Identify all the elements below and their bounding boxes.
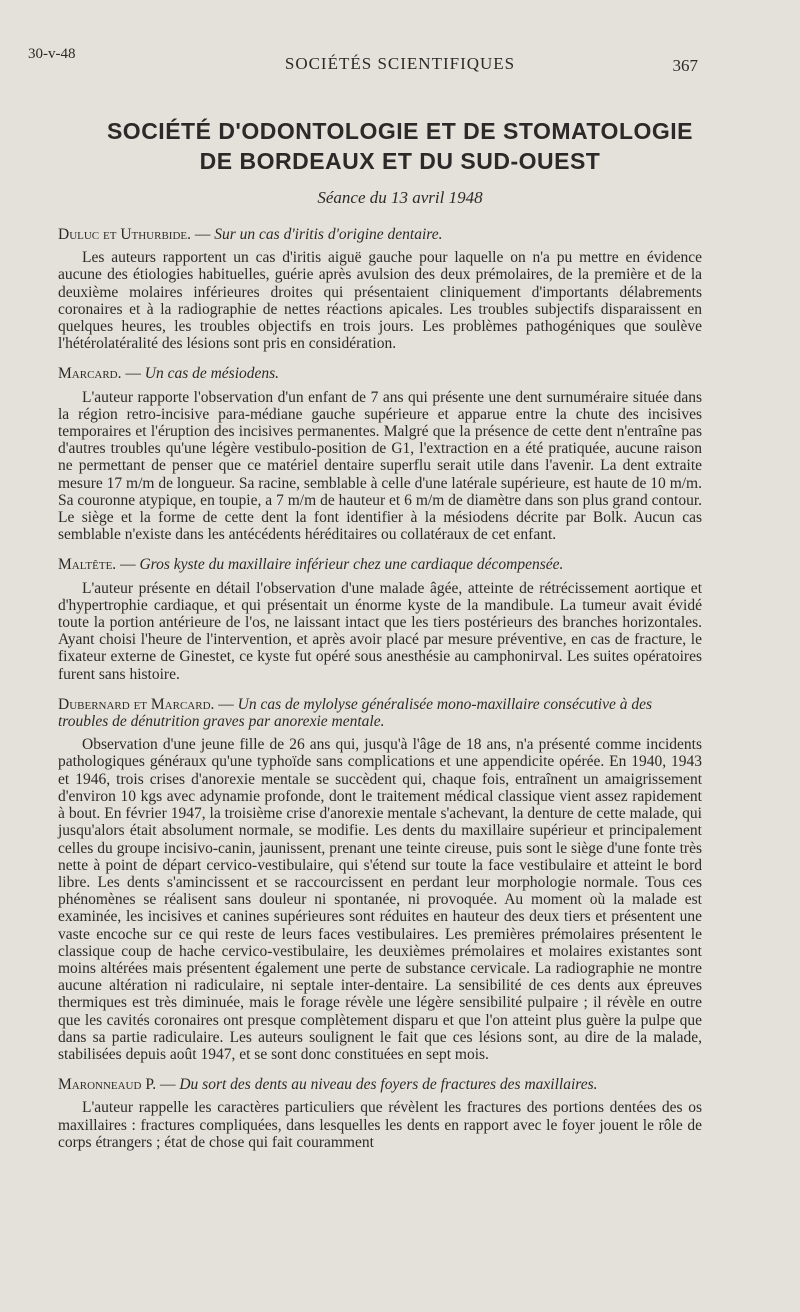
communication-entry — [58, 1076, 702, 1151]
session-date: Séance du 13 avril 1948 — [317, 188, 483, 207]
communication-entry — [58, 226, 702, 352]
entry-title: Sur un cas d'iritis d'origine dentaire. — [214, 226, 443, 243]
society-title-line-1: SOCIÉTÉ D'ODONTOLOGIE ET DE STOMATOLOGIE — [106, 118, 694, 144]
entry-dash: — — [214, 695, 238, 713]
communication-entry — [58, 556, 702, 682]
entry-title: Un cas de mylolyse généralisée mono-maxillaire consécutive à des troubles de dénutrition graves par anorexie mentale. — [58, 695, 652, 731]
entry-body: L'auteur présente en détail l'observation d'une malade âgée, atteinte de rétrécissement aortique et d'hypertrophie cardiaque, et qui présentait un énorme kyste de la mandibule. La tumeur avait évidé toute la portion antérieure de l'os, ne laissant intact que les tiers postérieurs des branches horizontales. Ayant choisi l'heure de l'intervention, et après avoir placé par mesure préventive, en cas de fracture, le fixateur externe de Ginestet, ce kyste fut opéré sous anesthésie au camphonirval. Les suites opératoires furent sans histoire. — [58, 579, 702, 683]
margin-annotation: 30-v-48 — [28, 46, 76, 62]
communication-entry — [58, 365, 702, 543]
society-title — [40, 116, 760, 176]
entry-title: Du sort des dents au niveau des foyers de fractures des maxillaires. — [179, 1076, 598, 1094]
entry-heading — [58, 365, 702, 382]
entry-heading — [58, 1076, 702, 1093]
entry-title: Un cas de mésiodens. — [144, 365, 280, 383]
communications-list — [58, 226, 702, 1164]
running-head: SOCIÉTÉS SCIENTIFIQUES — [284, 54, 516, 73]
entry-authors: Duluc et Uthurbide. — [58, 226, 192, 243]
entry-title: Gros kyste du maxillaire inférieur chez une cardiaque décompensée. — [139, 556, 564, 574]
entry-heading — [58, 556, 702, 573]
entry-authors: Maronneaud P. — [58, 1076, 157, 1094]
entry-authors: Marcard. — [58, 365, 122, 383]
entry-body: L'auteur rappelle les caractères particuliers que révèlent les fractures des portions dentées des os maxillaires : fractures compliquées, dans lesquelles les dents en rapport avec le foyer jouent le rôle de corps étrangers ; état de chose qui fait couramment — [58, 1099, 702, 1151]
society-title-line-2: DE BORDEAUX ET DU SUD-OUEST — [199, 148, 601, 174]
entry-heading — [58, 226, 702, 243]
communication-entry — [58, 696, 702, 1063]
entry-dash: — — [191, 226, 215, 243]
page-number: 367 — [672, 56, 698, 75]
entry-dash: — — [156, 1076, 180, 1094]
entry-authors: Maltête. — [58, 556, 117, 574]
entry-body: L'auteur rapporte l'observation d'un enfant de 7 ans qui présente une dent surnuméraire située dans la région retro-incisive para-médiane gauche supérieure et apparue entre la chute des incisives temporaires et l'éruption des incisives permanentes. Malgré que la présence de cette dent n'entraîne pas d'autres troubles qu'une légère vestibulo-position de G1, l'extraction en a été pratiquée, aucune raison ne permettant de penser que ce matériel dentaire superflu serait utile dans l'avenir. La dent extraite mesure 17 m/m de longueur. Sa racine, semblable à celle d'une latérale supérieure, est haute de 10 m/m. Sa couronne atypique, en toupie, a 7 m/m de hauteur et 6 m/m de diamètre dans son plus grand contour. Le siège et la forme de cette dent la font identifier à la mésiodens décrite par Bolk. Aucun cas semblable n'existe dans les antécédents héréditaires ou collatéraux de cet enfant. — [58, 388, 702, 544]
entry-body: Les auteurs rapportent un cas d'iritis aiguë gauche pour laquelle on n'a pu mettre en évidence aucune des étiologies habituelles, guérie après avulsion des deux prémolaires, de la première et de la deuxième molaires inférieures droites qui présentaient cliniquement d'importants délabrements coronaires et à la radiographie de nettes réactions apicales. Les troubles subjectifs disparaissent en quelques heures, les troubles objectifs en trois jours. Les problèmes pathogéniques que soulève l'hétérolatéralité des lésions sont pris en considération. — [58, 249, 702, 353]
entry-authors: Dubernard et Marcard. — [58, 695, 215, 713]
entry-dash: — — [116, 556, 140, 574]
entry-heading — [58, 696, 702, 730]
entry-body: Observation d'une jeune fille de 26 ans qui, jusqu'à l'âge de 18 ans, n'a présenté comme incidents pathologiques généraux qu'une typhoïde sans complications et une appendicite opérée. En 1940, 1943 et 1946, trois crises d'anorexie mentale se succèdent qui, chaque fois, entraînent un amaigrissement d'environ 10 kgs avec adynamie profonde, dont le traitement médical classique vient assez rapidement à bout. En février 1947, la troisième crise d'anorexie mentale s'achevant, la denture de cette malade, qui jusqu'alors était absolument normale, se modifie. Les dents du maxillaire supérieur et principalement celles du groupe incisivo-canin, jaunissent, prenant une teinte cireuse, puis sont le siège d'une fonte très nette à point de départ cervico-vestibulaire, qui s'étend sur toute la face vestibulaire et atteint le bord libre. Les dents s'amincissent et se raccourcissent en perdant leur morphologie normale. Tous ces phénomènes se réalisent sans douleur ni spontanée, ni provoquée. Au moment où la malade est examinée, les incisives et canines supérieures sont réduites en hauteur des deux tiers et présentent une vaste encoche sur ce qui reste de leurs faces vestibulaires. Les premières prémolaires présentent le classique coup de hache cervico-vestibulaire, les deuxièmes prémolaires et molaires existantes sont moins altérées mais présentent également une perte de substance cervicale. La radiographie ne montre aucune altération ni radiculaire, ni septale inter-dentaire. La sensibilité de ces dents aux épreuves thermiques est très diminuée, mais le forage révèle une légère sensibilité pulpaire ; il révèle en outre que les cavités coronaires ont presque complètement disparu et que l'on atteint plus guère la pulpe que dans sa partie radiculaire. Les auteurs soulignent le fait que ces lésions sont, au dire de la malade, stabilisées depuis août 1947, et se sont donc constituées en sept mois. — [58, 736, 702, 1063]
entry-dash: — — [121, 365, 145, 383]
